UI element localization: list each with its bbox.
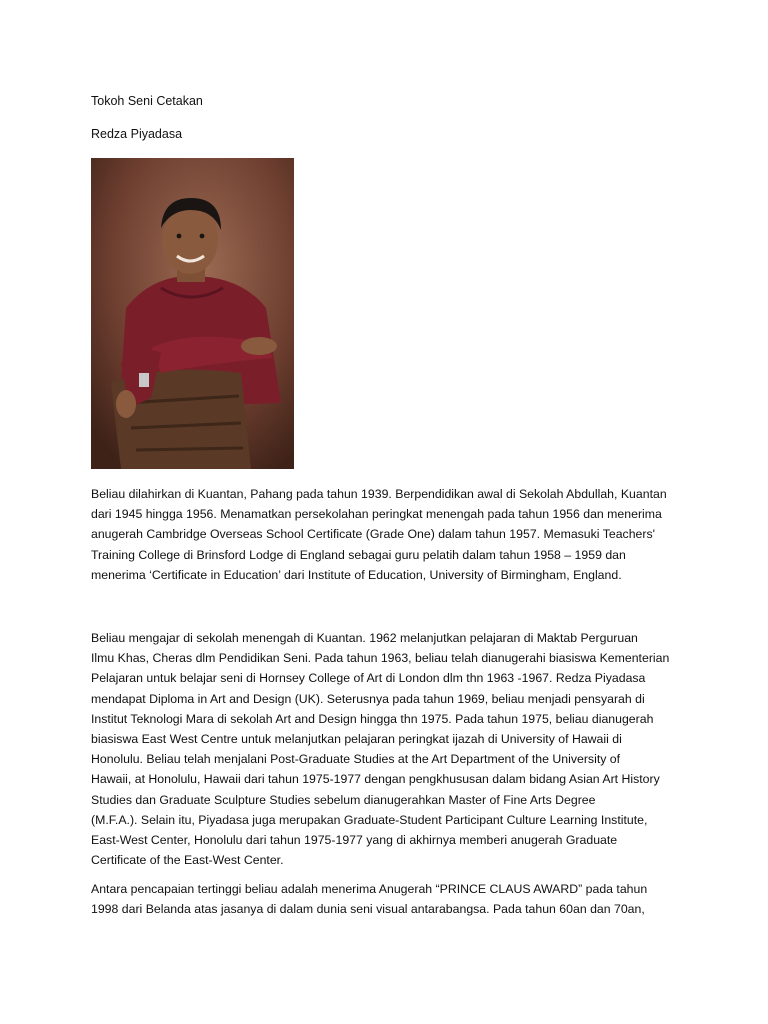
paragraph-biography-career: Beliau mengajar di sekolah menengah di Kuantan. 1962 melanjutkan pelajaran di Maktab Perguruan Ilmu Khas, Cheras dlm Pendidikan Seni. Pada tahun 1963, beliau telah dianugerahi biasiswa Kementerian Pelajaran untuk belajar seni di Hornsey College of Art di London dlm thn 1963 -1967. Redza Piyadasa mendapat Diploma in Art and Design (UK). Seterusnya pada tahun 1969, beliau menjadi pensyarah di Institut Teknologi Mara di sekolah Art and Design hingga thn 1975. Pada tahun 1975, beliau dianugerah biasiswa East West Centre untuk melanjutkan pelajaran peringkat ijazah di University of Hawaii di Honolulu. Beliau telah menjalani Post-Graduate Studies at the Art Department of the University of Hawaii, at Honolulu, Hawaii dari tahun 1975-1977 dengan pengkhususan dalam bidang Asian Art History Studies dan Graduate Sculpture Studies sebelum dianugerahkan Master of Fine Arts Degree (M.F.A.). Selain itu, Piyadasa juga merupakan Graduate-Student Participant Culture Learning Institute, East-West Center, Honolulu dari tahun 1975-1977 yang di akhirnya memberi anugerah Graduate Certificate of the East-West Center. (91, 631, 670, 868)
document-title: Tokoh Seni Cetakan (91, 94, 203, 108)
document-subtitle: Redza Piyadasa (91, 127, 183, 141)
portrait-photo (91, 158, 294, 469)
paragraph-biography-achievements: Antara pencapaian tertinggi beliau adalah menerima Anugerah “PRINCE CLAUS AWARD” pada tahun 1998 dari Belanda atas jasanya di dalam dunia seni visual antarabangsa. Pada tahun 60an dan 70an, (91, 882, 648, 917)
paragraph-biography-early: Beliau dilahirkan di Kuantan, Pahang pada tahun 1939. Berpendidikan awal di Sekolah Abdullah, Kuantan dari 1945 hingga 1956. Menamatkan persekolahan peringkat menengah pada tahun 1956 dan menerima anugerah Cambridge Overseas School Certificate (Grade One) dalam tahun 1957. Memasuki Teachers' Training College di Brinsford Lodge di England sebagai guru pelatih dalam tahun 1958 – 1959 dan menerima ‘Certificate in Education’ dari Institute of Education, University of Birmingham, England. (91, 487, 667, 582)
